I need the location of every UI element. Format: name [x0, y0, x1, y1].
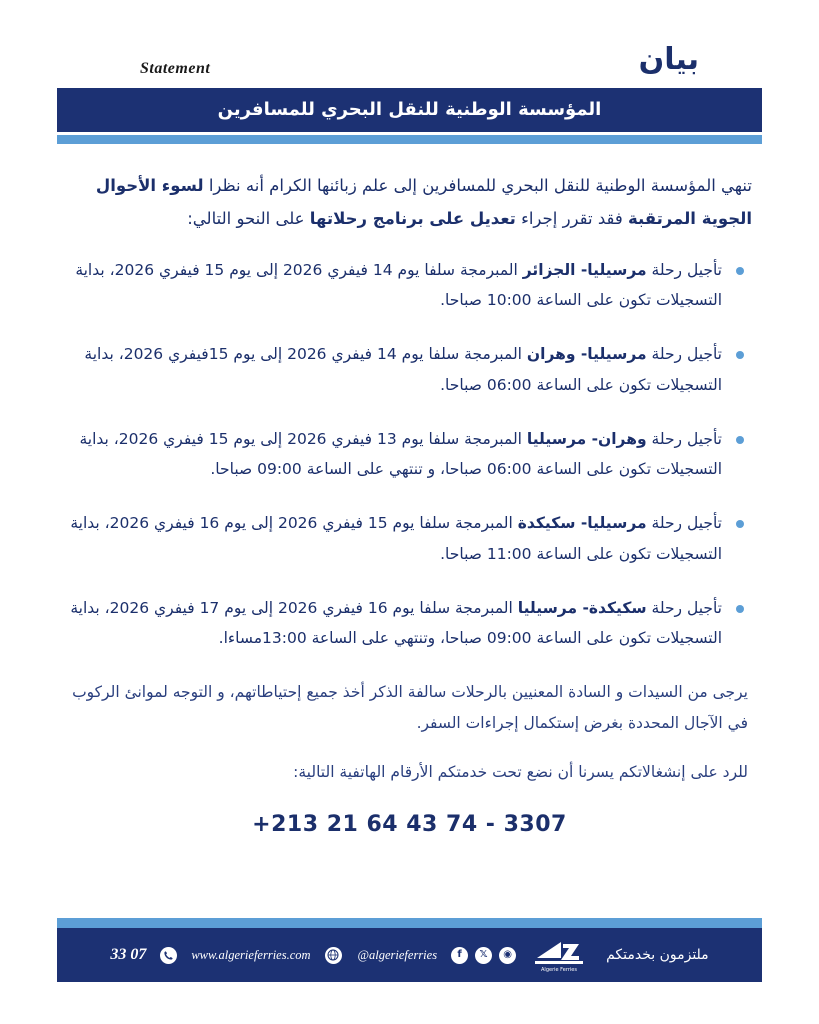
flight-change-text: تأجيل رحلة مرسيليا- الجزائر المبرمجة سلفا يوم 14 فيفري 2026 إلى يوم 15 فيفري 2026، بداية التسجيلات تكون على الساعة 10:00 صباحا.: [75, 261, 722, 310]
footer-top-accent: [57, 918, 762, 928]
flight-change-text: تأجيل رحلة مرسيليا- وهران المبرمجة سلفا يوم 14 فيفري 2026 إلى يوم 15فيفري 2026، بداية التسجيلات تكون على الساعة 06:00 صباحا.: [84, 345, 722, 394]
list-item: [57, 508, 744, 568]
bullet-icon: [736, 520, 744, 528]
website-url[interactable]: www.algerieferries.com: [191, 947, 311, 962]
social-handle: @algerieferries: [357, 947, 438, 962]
footer-bar: [57, 928, 762, 982]
bullet-icon: [736, 267, 744, 275]
social-icons[interactable]: [451, 947, 516, 964]
flight-changes-list: [57, 255, 762, 653]
instagram-icon[interactable]: ◉: [499, 947, 516, 964]
footer: [57, 918, 762, 982]
intro-paragraph: تنهي المؤسسة الوطنية للنقل البحري للمسافرين إلى علم زبائنها الكرام أنه نظرا لسوء الأحوال الجوية المرتقبة فقد تقرر إجراء تعديل على برنامج رحلاتها على النحو التالي:: [95, 176, 752, 228]
flight-change-text: تأجيل رحلة وهران- مرسيليا المبرمجة سلفا يوم 13 فيفري 2026 إلى يوم 15 فيفري 2026، بداية التسجيلات تكون على الساعة 06:00 صباحا، و تنتهي على الساعة 09:00 صباحا.: [79, 429, 722, 479]
passenger-notice: يرجى من السيدات و السادة المعنيين بالرحلات سالفة الذكر أخذ جميع إحتياطاتهم، و التوجه لموانئ الركوب في الآجال المحددة بغرض إستكمال إجراءات السفر.: [72, 683, 748, 733]
contact-phone-numbers: +213 21 64 43 74 - 3307: [252, 812, 567, 838]
list-item: [57, 424, 744, 484]
phone-icon: [160, 947, 177, 964]
flight-change-text: تأجيل رحلة مرسيليا- سكيكدة المبرمجة سلفا يوم 15 فيفري 2026 إلى يوم 16 فيفري 2026، بداية التسجيلات تكون على الساعة 11:00 صباحا.: [70, 514, 722, 563]
flight-change-text: تأجيل رحلة سكيكدة- مرسيليا المبرمجة سلفا يوم 16 فيفري 2026 إلى يوم 17 فيفري 2026، بداية التسجيلات تكون على الساعة 09:00 صباحا، وتنتهي على الساعة 13:00مساءا.: [70, 598, 722, 647]
bullet-icon: [736, 436, 744, 444]
list-item: [57, 255, 744, 315]
title-underline: [57, 135, 762, 144]
contact-intro: للرد على إنشغالاتكم يسرنا أن نضع تحت خدمتكم الأرقام الهاتفية التالية:: [293, 763, 748, 782]
svg-text:Algerie Ferries: Algerie Ferries: [541, 967, 578, 973]
footer-phone-number: 33 07: [110, 946, 147, 963]
bullet-icon: [736, 605, 744, 613]
facebook-icon[interactable]: f: [451, 947, 468, 964]
title-bar-wrapper: [57, 88, 762, 144]
globe-icon: [325, 947, 342, 964]
x-twitter-icon[interactable]: 𝕏: [475, 947, 492, 964]
organization-title: المؤسسة الوطنية للنقل البحري للمسافرين: [57, 88, 762, 132]
statement-body: [57, 155, 762, 904]
algerie-ferries-logo: [530, 935, 588, 975]
list-item: [57, 339, 744, 399]
bullet-icon: [736, 351, 744, 359]
statement-label-ar: بيان: [638, 42, 699, 77]
list-item: [57, 593, 744, 653]
footer-slogan: ملتزمون بخدمتكم: [606, 947, 709, 963]
statement-label-en: Statement: [140, 60, 211, 77]
header: [0, 0, 819, 96]
